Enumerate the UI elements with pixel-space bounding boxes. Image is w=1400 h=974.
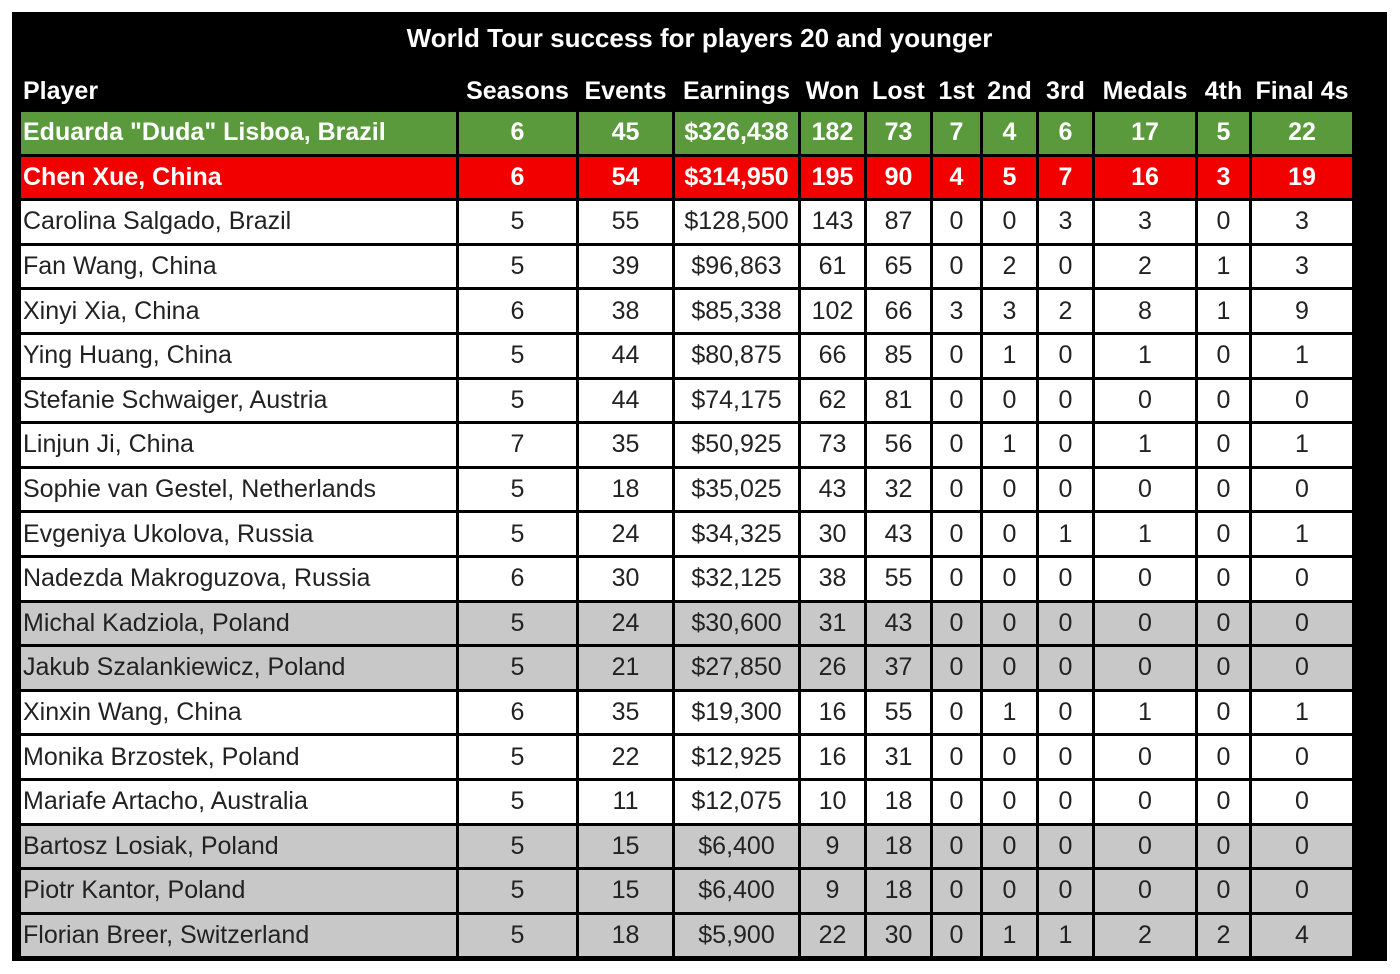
cell-fourth: 0	[1198, 781, 1249, 823]
cell-final-4s: 3	[1252, 246, 1352, 288]
cell-fourth: 0	[1198, 513, 1249, 555]
cell-second: 0	[983, 558, 1036, 600]
cell-player: Nadezda Makroguzova, Russia	[21, 558, 456, 600]
table-row	[21, 870, 1352, 912]
table-row	[21, 781, 1352, 823]
column-header-final-4s: Final 4s	[1252, 73, 1352, 109]
table-row	[21, 736, 1352, 778]
cell-first: 0	[933, 781, 980, 823]
cell-seasons: 5	[459, 469, 576, 511]
table-row	[21, 603, 1352, 645]
cell-events: 35	[579, 692, 672, 734]
cell-earnings: $6,400	[675, 826, 798, 868]
cell-player: Sophie van Gestel, Netherlands	[21, 469, 456, 511]
cell-first: 0	[933, 424, 980, 466]
cell-second: 0	[983, 826, 1036, 868]
table-title: World Tour success for players 20 and younger	[406, 23, 993, 53]
cell-second: 3	[983, 290, 1036, 332]
cell-final-4s: 3	[1252, 201, 1352, 243]
cell-events: 11	[579, 781, 672, 823]
cell-first: 0	[933, 335, 980, 377]
cell-earnings: $50,925	[675, 424, 798, 466]
cell-second: 0	[983, 380, 1036, 422]
cell-fourth: 0	[1198, 335, 1249, 377]
cell-first: 3	[933, 290, 980, 332]
cell-lost: 18	[867, 781, 930, 823]
cell-medals: 0	[1095, 826, 1195, 868]
cell-earnings: $27,850	[675, 647, 798, 689]
cell-medals: 1	[1095, 335, 1195, 377]
cell-player: Carolina Salgado, Brazil	[21, 201, 456, 243]
cell-fourth: 0	[1198, 826, 1249, 868]
cell-medals: 1	[1095, 424, 1195, 466]
cell-first: 0	[933, 647, 980, 689]
table-row	[21, 692, 1352, 734]
cell-medals: 0	[1095, 870, 1195, 912]
cell-fourth: 0	[1198, 692, 1249, 734]
cell-seasons: 5	[459, 201, 576, 243]
cell-third: 3	[1039, 201, 1092, 243]
cell-final-4s: 1	[1252, 424, 1352, 466]
cell-seasons: 6	[459, 290, 576, 332]
cell-won: 66	[801, 335, 864, 377]
cell-seasons: 6	[459, 558, 576, 600]
cell-player: Eduarda "Duda" Lisboa, Brazil	[21, 112, 456, 154]
cell-final-4s: 0	[1252, 647, 1352, 689]
cell-seasons: 6	[459, 692, 576, 734]
cell-medals: 2	[1095, 915, 1195, 957]
cell-seasons: 5	[459, 246, 576, 288]
cell-final-4s: 22	[1252, 112, 1352, 154]
cell-events: 24	[579, 603, 672, 645]
cell-earnings: $19,300	[675, 692, 798, 734]
cell-third: 7	[1039, 157, 1092, 199]
table-row	[21, 335, 1352, 377]
cell-player: Bartosz Losiak, Poland	[21, 826, 456, 868]
cell-final-4s: 0	[1252, 826, 1352, 868]
cell-events: 39	[579, 246, 672, 288]
cell-earnings: $85,338	[675, 290, 798, 332]
cell-lost: 81	[867, 380, 930, 422]
cell-second: 0	[983, 736, 1036, 778]
cell-seasons: 5	[459, 603, 576, 645]
cell-lost: 65	[867, 246, 930, 288]
cell-fourth: 1	[1198, 290, 1249, 332]
header-row	[21, 73, 1352, 109]
cell-won: 16	[801, 692, 864, 734]
table-row	[21, 157, 1352, 199]
cell-player: Stefanie Schwaiger, Austria	[21, 380, 456, 422]
cell-player: Jakub Szalankiewicz, Poland	[21, 647, 456, 689]
cell-second: 4	[983, 112, 1036, 154]
table-row	[21, 513, 1352, 555]
cell-fourth: 0	[1198, 870, 1249, 912]
cell-earnings: $326,438	[675, 112, 798, 154]
cell-events: 45	[579, 112, 672, 154]
player-stats-table	[18, 70, 1355, 959]
cell-won: 31	[801, 603, 864, 645]
cell-won: 143	[801, 201, 864, 243]
cell-third: 0	[1039, 781, 1092, 823]
cell-lost: 56	[867, 424, 930, 466]
cell-events: 22	[579, 736, 672, 778]
cell-won: 38	[801, 558, 864, 600]
cell-final-4s: 0	[1252, 469, 1352, 511]
cell-seasons: 5	[459, 736, 576, 778]
cell-won: 22	[801, 915, 864, 957]
cell-seasons: 5	[459, 513, 576, 555]
cell-third: 0	[1039, 469, 1092, 511]
cell-won: 10	[801, 781, 864, 823]
cell-medals: 0	[1095, 469, 1195, 511]
cell-events: 54	[579, 157, 672, 199]
cell-lost: 66	[867, 290, 930, 332]
cell-first: 0	[933, 826, 980, 868]
cell-first: 0	[933, 692, 980, 734]
cell-won: 102	[801, 290, 864, 332]
cell-third: 0	[1039, 736, 1092, 778]
table-row	[21, 915, 1352, 957]
cell-player: Ying Huang, China	[21, 335, 456, 377]
cell-earnings: $128,500	[675, 201, 798, 243]
table-row	[21, 246, 1352, 288]
cell-final-4s: 0	[1252, 603, 1352, 645]
cell-seasons: 5	[459, 870, 576, 912]
cell-events: 44	[579, 380, 672, 422]
cell-lost: 18	[867, 826, 930, 868]
cell-first: 0	[933, 915, 980, 957]
cell-player: Chen Xue, China	[21, 157, 456, 199]
cell-fourth: 3	[1198, 157, 1249, 199]
cell-seasons: 5	[459, 915, 576, 957]
column-header-medals: Medals	[1095, 73, 1195, 109]
cell-final-4s: 1	[1252, 513, 1352, 555]
cell-earnings: $5,900	[675, 915, 798, 957]
cell-final-4s: 0	[1252, 736, 1352, 778]
cell-earnings: $30,600	[675, 603, 798, 645]
cell-medals: 3	[1095, 201, 1195, 243]
cell-second: 0	[983, 201, 1036, 243]
cell-lost: 90	[867, 157, 930, 199]
table-body	[21, 112, 1352, 956]
column-header-earnings: Earnings	[675, 73, 798, 109]
column-header-won: Won	[801, 73, 864, 109]
cell-events: 35	[579, 424, 672, 466]
cell-won: 30	[801, 513, 864, 555]
cell-final-4s: 0	[1252, 558, 1352, 600]
cell-earnings: $12,925	[675, 736, 798, 778]
cell-seasons: 5	[459, 781, 576, 823]
cell-player: Monika Brzostek, Poland	[21, 736, 456, 778]
cell-medals: 16	[1095, 157, 1195, 199]
cell-second: 0	[983, 513, 1036, 555]
cell-medals: 2	[1095, 246, 1195, 288]
table-row	[21, 380, 1352, 422]
cell-final-4s: 4	[1252, 915, 1352, 957]
cell-player: Linjun Ji, China	[21, 424, 456, 466]
cell-fourth: 0	[1198, 201, 1249, 243]
cell-first: 0	[933, 513, 980, 555]
cell-final-4s: 19	[1252, 157, 1352, 199]
cell-medals: 17	[1095, 112, 1195, 154]
cell-medals: 0	[1095, 781, 1195, 823]
cell-third: 1	[1039, 513, 1092, 555]
cell-lost: 30	[867, 915, 930, 957]
cell-fourth: 0	[1198, 558, 1249, 600]
cell-first: 0	[933, 469, 980, 511]
cell-won: 195	[801, 157, 864, 199]
cell-first: 0	[933, 558, 980, 600]
column-header-4th: 4th	[1198, 73, 1249, 109]
cell-second: 0	[983, 469, 1036, 511]
cell-medals: 1	[1095, 513, 1195, 555]
table-row	[21, 558, 1352, 600]
cell-first: 0	[933, 736, 980, 778]
cell-seasons: 7	[459, 424, 576, 466]
cell-final-4s: 0	[1252, 380, 1352, 422]
cell-won: 73	[801, 424, 864, 466]
cell-first: 7	[933, 112, 980, 154]
cell-third: 0	[1039, 424, 1092, 466]
cell-lost: 55	[867, 558, 930, 600]
cell-player: Evgeniya Ukolova, Russia	[21, 513, 456, 555]
cell-final-4s: 9	[1252, 290, 1352, 332]
cell-won: 62	[801, 380, 864, 422]
cell-fourth: 0	[1198, 380, 1249, 422]
cell-third: 1	[1039, 915, 1092, 957]
cell-lost: 85	[867, 335, 930, 377]
column-header-lost: Lost	[867, 73, 930, 109]
cell-third: 0	[1039, 246, 1092, 288]
cell-medals: 0	[1095, 558, 1195, 600]
cell-medals: 1	[1095, 692, 1195, 734]
cell-events: 18	[579, 469, 672, 511]
cell-third: 0	[1039, 335, 1092, 377]
cell-lost: 18	[867, 870, 930, 912]
cell-seasons: 5	[459, 335, 576, 377]
cell-fourth: 5	[1198, 112, 1249, 154]
cell-third: 0	[1039, 870, 1092, 912]
cell-events: 18	[579, 915, 672, 957]
cell-first: 4	[933, 157, 980, 199]
cell-second: 5	[983, 157, 1036, 199]
cell-seasons: 5	[459, 380, 576, 422]
cell-earnings: $6,400	[675, 870, 798, 912]
cell-third: 0	[1039, 826, 1092, 868]
column-header-3rd: 3rd	[1039, 73, 1092, 109]
table-row	[21, 201, 1352, 243]
cell-fourth: 0	[1198, 647, 1249, 689]
cell-medals: 0	[1095, 736, 1195, 778]
table-row	[21, 826, 1352, 868]
cell-player: Piotr Kantor, Poland	[21, 870, 456, 912]
cell-events: 55	[579, 201, 672, 243]
table-row	[21, 469, 1352, 511]
column-header-player: Player	[21, 73, 456, 109]
cell-won: 9	[801, 870, 864, 912]
cell-won: 182	[801, 112, 864, 154]
column-header-2nd: 2nd	[983, 73, 1036, 109]
cell-events: 15	[579, 870, 672, 912]
cell-lost: 87	[867, 201, 930, 243]
table-row	[21, 290, 1352, 332]
cell-lost: 32	[867, 469, 930, 511]
cell-lost: 73	[867, 112, 930, 154]
cell-medals: 8	[1095, 290, 1195, 332]
cell-earnings: $32,125	[675, 558, 798, 600]
cell-second: 0	[983, 603, 1036, 645]
cell-third: 2	[1039, 290, 1092, 332]
cell-third: 0	[1039, 603, 1092, 645]
cell-fourth: 1	[1198, 246, 1249, 288]
cell-player: Fan Wang, China	[21, 246, 456, 288]
cell-earnings: $35,025	[675, 469, 798, 511]
cell-second: 2	[983, 246, 1036, 288]
cell-earnings: $74,175	[675, 380, 798, 422]
table-row	[21, 424, 1352, 466]
cell-second: 1	[983, 915, 1036, 957]
cell-events: 21	[579, 647, 672, 689]
cell-first: 0	[933, 201, 980, 243]
cell-seasons: 5	[459, 826, 576, 868]
cell-medals: 0	[1095, 647, 1195, 689]
cell-won: 26	[801, 647, 864, 689]
cell-player: Michal Kadziola, Poland	[21, 603, 456, 645]
cell-events: 38	[579, 290, 672, 332]
cell-fourth: 0	[1198, 469, 1249, 511]
cell-player: Xinxin Wang, China	[21, 692, 456, 734]
cell-won: 43	[801, 469, 864, 511]
cell-earnings: $34,325	[675, 513, 798, 555]
cell-first: 0	[933, 246, 980, 288]
cell-final-4s: 1	[1252, 335, 1352, 377]
cell-first: 0	[933, 870, 980, 912]
cell-final-4s: 0	[1252, 781, 1352, 823]
cell-player: Mariafe Artacho, Australia	[21, 781, 456, 823]
cell-earnings: $96,863	[675, 246, 798, 288]
cell-final-4s: 0	[1252, 870, 1352, 912]
cell-player: Xinyi Xia, China	[21, 290, 456, 332]
cell-events: 24	[579, 513, 672, 555]
cell-third: 0	[1039, 692, 1092, 734]
cell-lost: 43	[867, 513, 930, 555]
cell-seasons: 6	[459, 157, 576, 199]
cell-second: 0	[983, 647, 1036, 689]
cell-seasons: 5	[459, 647, 576, 689]
cell-first: 0	[933, 603, 980, 645]
table-row	[21, 112, 1352, 154]
cell-seasons: 6	[459, 112, 576, 154]
cell-medals: 0	[1095, 603, 1195, 645]
cell-won: 9	[801, 826, 864, 868]
column-header-events: Events	[579, 73, 672, 109]
cell-earnings: $12,075	[675, 781, 798, 823]
cell-third: 6	[1039, 112, 1092, 154]
cell-events: 30	[579, 558, 672, 600]
cell-medals: 0	[1095, 380, 1195, 422]
cell-second: 0	[983, 870, 1036, 912]
cell-lost: 31	[867, 736, 930, 778]
cell-fourth: 2	[1198, 915, 1249, 957]
cell-second: 0	[983, 781, 1036, 823]
cell-third: 0	[1039, 558, 1092, 600]
table-row	[21, 647, 1352, 689]
cell-third: 0	[1039, 647, 1092, 689]
cell-won: 16	[801, 736, 864, 778]
cell-final-4s: 1	[1252, 692, 1352, 734]
cell-lost: 37	[867, 647, 930, 689]
cell-fourth: 0	[1198, 736, 1249, 778]
cell-second: 1	[983, 692, 1036, 734]
cell-fourth: 0	[1198, 603, 1249, 645]
cell-events: 44	[579, 335, 672, 377]
cell-earnings: $80,875	[675, 335, 798, 377]
cell-second: 1	[983, 424, 1036, 466]
table-frame	[12, 12, 1387, 961]
cell-player: Florian Breer, Switzerland	[21, 915, 456, 957]
cell-fourth: 0	[1198, 424, 1249, 466]
cell-won: 61	[801, 246, 864, 288]
cell-first: 0	[933, 380, 980, 422]
cell-third: 0	[1039, 380, 1092, 422]
cell-lost: 55	[867, 692, 930, 734]
column-header-1st: 1st	[933, 73, 980, 109]
cell-second: 1	[983, 335, 1036, 377]
cell-earnings: $314,950	[675, 157, 798, 199]
column-header-seasons: Seasons	[459, 73, 576, 109]
cell-events: 15	[579, 826, 672, 868]
cell-lost: 43	[867, 603, 930, 645]
